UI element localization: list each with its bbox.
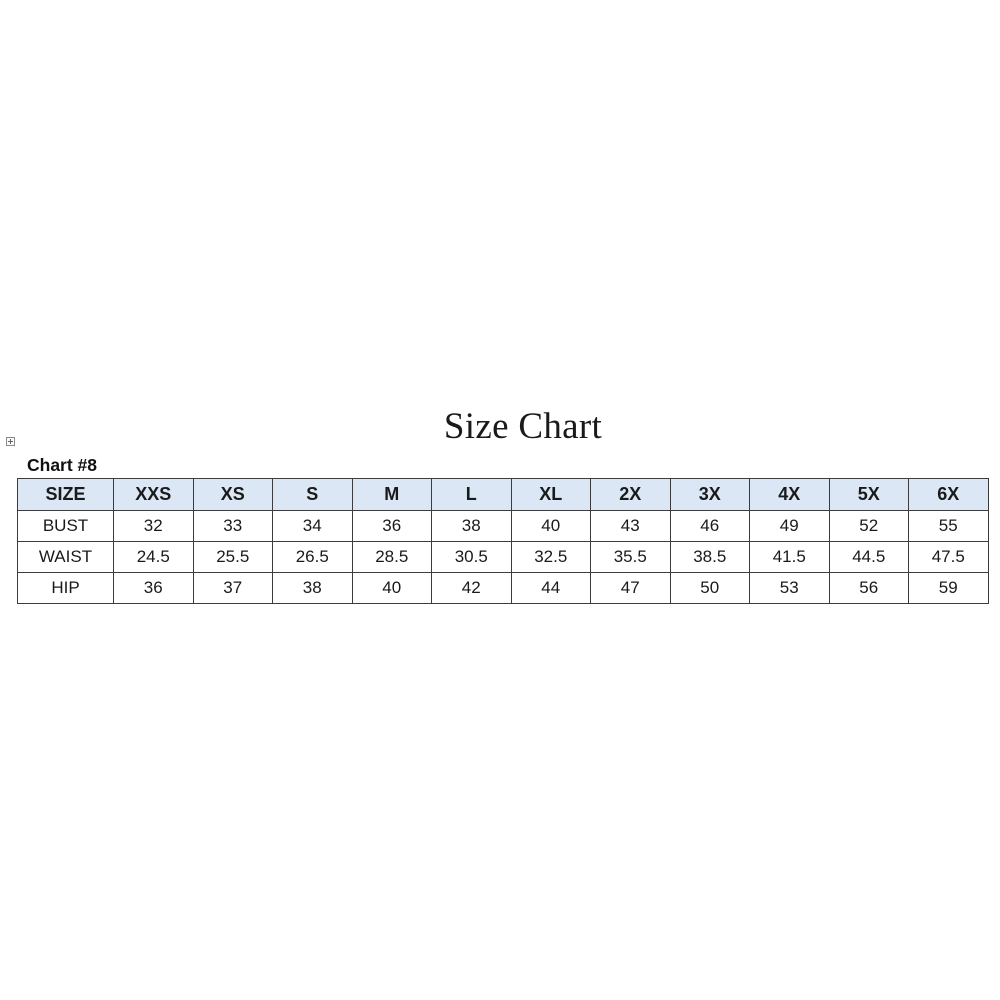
table-cell: 32.5 <box>511 542 591 573</box>
row-label-cell: BUST <box>18 511 114 542</box>
table-cell: 53 <box>750 573 830 604</box>
table-cell: 38 <box>273 573 353 604</box>
table-cell: 40 <box>511 511 591 542</box>
header-cell: XS <box>193 479 273 511</box>
table-cell: 34 <box>273 511 353 542</box>
table-cell: 50 <box>670 573 750 604</box>
table-cell: 36 <box>352 511 432 542</box>
table-cell: 33 <box>193 511 273 542</box>
table-cell: 38.5 <box>670 542 750 573</box>
header-cell: XXS <box>114 479 194 511</box>
row-label-cell: HIP <box>18 573 114 604</box>
header-cell: 5X <box>829 479 909 511</box>
table-cell: 43 <box>591 511 671 542</box>
table-cell: 42 <box>432 573 512 604</box>
table-cell: 47.5 <box>909 542 989 573</box>
header-cell: 4X <box>750 479 830 511</box>
table-cell: 44.5 <box>829 542 909 573</box>
table-cell: 55 <box>909 511 989 542</box>
header-cell: XL <box>511 479 591 511</box>
table-cell: 37 <box>193 573 273 604</box>
table-row <box>18 511 989 542</box>
table-cell: 32 <box>114 511 194 542</box>
header-cell: 2X <box>591 479 671 511</box>
size-table <box>17 478 989 604</box>
table-cell: 56 <box>829 573 909 604</box>
table-cell: 28.5 <box>352 542 432 573</box>
table-cell: 47 <box>591 573 671 604</box>
table-cell: 30.5 <box>432 542 512 573</box>
table-cell: 25.5 <box>193 542 273 573</box>
table-row <box>18 542 989 573</box>
table-cell: 41.5 <box>750 542 830 573</box>
table-cell: 40 <box>352 573 432 604</box>
page-title: Size Chart <box>443 406 603 447</box>
table-cell: 26.5 <box>273 542 353 573</box>
table-row <box>18 573 989 604</box>
header-cell: 3X <box>670 479 750 511</box>
header-cell: SIZE <box>18 479 114 511</box>
row-label-cell: WAIST <box>18 542 114 573</box>
chart-label: Chart #8 <box>27 455 98 475</box>
header-cell: S <box>273 479 353 511</box>
table-move-handle-icon[interactable] <box>6 437 15 446</box>
header-cell: 6X <box>909 479 989 511</box>
table-cell: 36 <box>114 573 194 604</box>
header-cell: M <box>352 479 432 511</box>
table-cell: 24.5 <box>114 542 194 573</box>
table-cell: 46 <box>670 511 750 542</box>
table-cell: 38 <box>432 511 512 542</box>
table-cell: 44 <box>511 573 591 604</box>
table-cell: 49 <box>750 511 830 542</box>
table-header-row <box>18 479 989 511</box>
table-cell: 59 <box>909 573 989 604</box>
table-cell: 35.5 <box>591 542 671 573</box>
table-cell: 52 <box>829 511 909 542</box>
header-cell: L <box>432 479 512 511</box>
